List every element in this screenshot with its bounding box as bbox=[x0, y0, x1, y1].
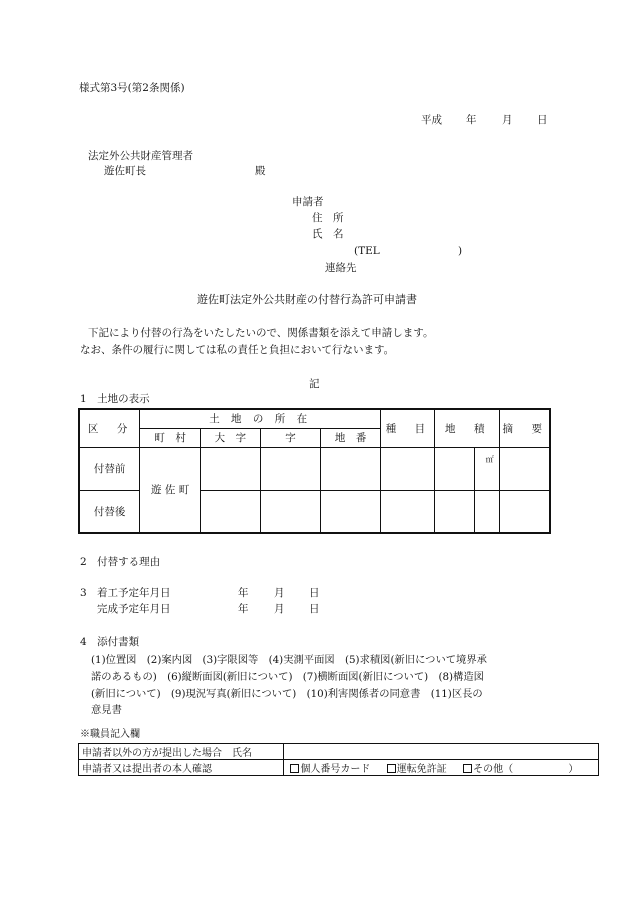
addressee-line1: 法定外公共財産管理者 bbox=[88, 150, 193, 162]
header-location: 土 地 の 所 在 bbox=[140, 409, 381, 428]
end-month: 月 bbox=[274, 603, 285, 615]
checkbox-license[interactable] bbox=[387, 764, 396, 773]
section1-heading: 1 土地の表示 bbox=[80, 393, 150, 405]
section3-number: 3 bbox=[80, 587, 87, 599]
opt-mynumber-label: 個人番号カード bbox=[300, 764, 371, 775]
date-month: 月 bbox=[502, 114, 513, 126]
body-line1: 下記により付替の行為をいたしたいので、関係書類を添えて申請します。 bbox=[88, 327, 434, 339]
header-oaza: 大 字 bbox=[200, 428, 260, 447]
start-year: 年 bbox=[238, 587, 249, 599]
opt-other-close: ） bbox=[568, 764, 579, 775]
applicant-tel-open: (TEL bbox=[354, 245, 380, 257]
staff-row2-label: 申請者又は提出者の本人確認 bbox=[79, 760, 284, 776]
start-day: 日 bbox=[309, 587, 320, 599]
staff-row1-value bbox=[284, 744, 599, 760]
addressee-line2: 遊佐町長 bbox=[104, 165, 146, 177]
header-kubun: 区 分 bbox=[79, 409, 140, 447]
applicant-label: 申請者 bbox=[292, 196, 324, 208]
cell bbox=[260, 490, 321, 533]
date-year: 年 bbox=[466, 114, 477, 126]
staff-row2-options bbox=[284, 760, 599, 776]
ki-heading: 記 bbox=[309, 378, 320, 390]
cell bbox=[474, 490, 499, 533]
form-number: 様式第3号(第2条関係) bbox=[79, 82, 185, 94]
end-year: 年 bbox=[238, 603, 249, 615]
attachments-line4: 意見書 bbox=[91, 704, 122, 716]
attachments-line3: (新旧について) (9)現況写真(新旧について) (10)利害関係者の同意書 (11)区長の bbox=[91, 688, 483, 700]
section2-heading: 2 付替する理由 bbox=[80, 556, 161, 568]
end-day: 日 bbox=[309, 603, 320, 615]
start-date-label: 着工予定年月日 bbox=[97, 587, 171, 599]
staff-heading: ※職員記入欄 bbox=[80, 729, 140, 740]
town-value: 遊 佐 町 bbox=[140, 447, 201, 533]
document-title: 遊佐町法定外公共財産の付替行為許可申請書 bbox=[197, 293, 417, 306]
cell bbox=[200, 490, 260, 533]
body-line2: なお、条件の履行に関しては私の責任と負担において行ないます。 bbox=[80, 344, 395, 356]
unit-cell bbox=[474, 447, 499, 490]
opt-other-label: その他（ bbox=[473, 764, 514, 775]
cell bbox=[381, 490, 435, 533]
opt-license-label: 運転免許証 bbox=[396, 764, 447, 775]
staff-row1-label: 申請者以外の方が提出した場合 氏名 bbox=[79, 744, 284, 760]
section4-heading: 4 添付書類 bbox=[80, 636, 140, 648]
addressee-honorific: 殿 bbox=[255, 165, 266, 177]
header-tekiyo: 摘 要 bbox=[499, 409, 550, 447]
applicant-name-label: 氏 名 bbox=[312, 228, 344, 240]
date-era: 平成 bbox=[421, 114, 442, 126]
cell bbox=[499, 490, 550, 533]
date-day: 日 bbox=[537, 114, 548, 126]
start-month: 月 bbox=[274, 587, 285, 599]
header-menseki: 地 積 bbox=[434, 409, 499, 447]
cell bbox=[321, 490, 381, 533]
end-date-label: 完成予定年月日 bbox=[97, 603, 171, 615]
applicant-address-label: 住 所 bbox=[312, 212, 344, 224]
header-chiban: 地 番 bbox=[321, 428, 381, 447]
attachments-line2: 諾のあるもの) (6)縦断面図(新旧について) (7)横断面図(新旧について) (8)構造図 bbox=[91, 671, 484, 683]
cell bbox=[499, 447, 550, 490]
applicant-contact-label: 連絡先 bbox=[325, 262, 357, 274]
header-shumoku: 種 目 bbox=[381, 409, 435, 447]
staff-table bbox=[78, 743, 599, 776]
row-before-label: 付替前 bbox=[79, 447, 140, 490]
cell bbox=[200, 447, 260, 490]
cell bbox=[321, 447, 381, 490]
attachments-line1: (1)位置図 (2)案内図 (3)字限図等 (4)実測平面図 (5)求積図(新旧について境界承 bbox=[91, 654, 487, 666]
row-after-label: 付替後 bbox=[79, 490, 140, 533]
unit-label: ㎡ bbox=[485, 454, 494, 464]
checkbox-mynumber[interactable] bbox=[290, 764, 299, 773]
cell bbox=[381, 447, 435, 490]
cell bbox=[434, 490, 474, 533]
cell bbox=[434, 447, 474, 490]
checkbox-other[interactable] bbox=[463, 764, 472, 773]
applicant-tel-close: ) bbox=[458, 245, 463, 257]
header-aza: 字 bbox=[260, 428, 321, 447]
land-table bbox=[78, 408, 551, 534]
header-town: 町 村 bbox=[140, 428, 201, 447]
cell bbox=[260, 447, 321, 490]
